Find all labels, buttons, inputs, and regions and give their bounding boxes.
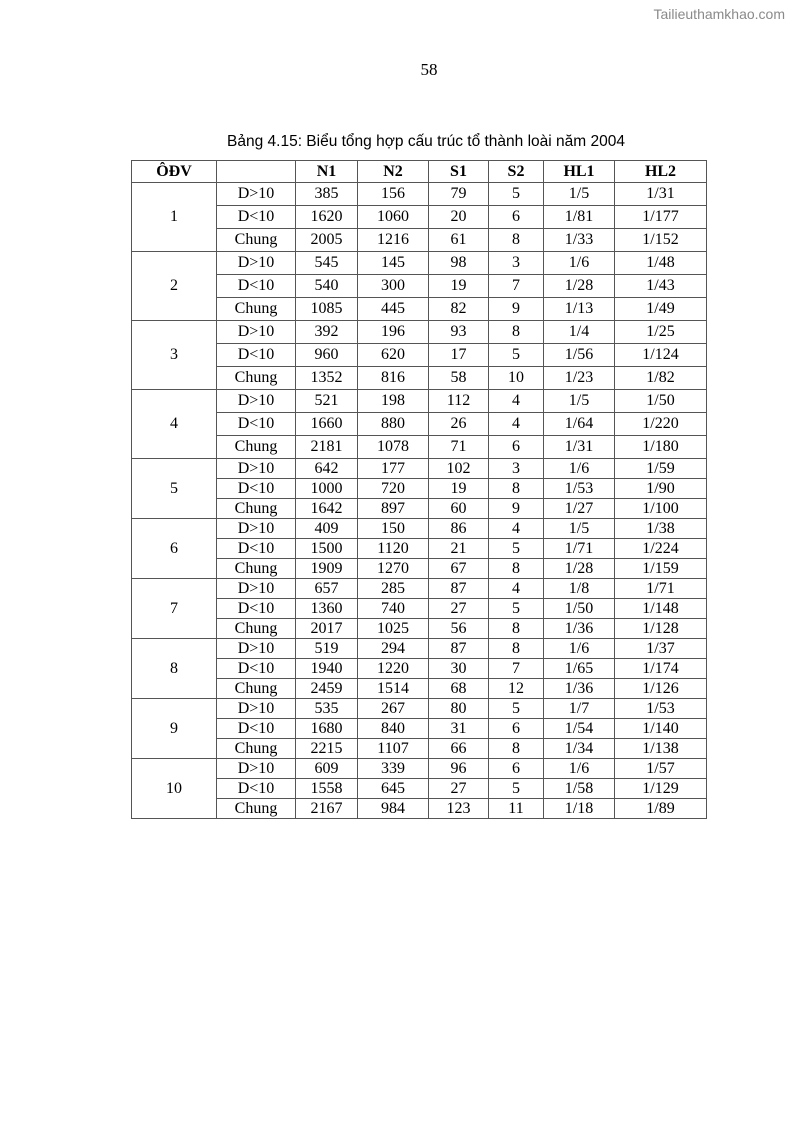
hl1-cell: 1/33 xyxy=(544,229,615,252)
n1-cell: 540 xyxy=(296,275,358,298)
type-cell: Chung xyxy=(217,499,296,519)
hl1-cell: 1/5 xyxy=(544,183,615,206)
group-odv-8 xyxy=(132,639,707,699)
n2-cell: 1107 xyxy=(358,739,429,759)
s2-cell: 5 xyxy=(489,779,544,799)
hl2-cell: 1/174 xyxy=(615,659,707,679)
table-row xyxy=(132,390,707,413)
table-row xyxy=(132,759,707,779)
hl2-cell: 1/180 xyxy=(615,436,707,459)
type-cell: D>10 xyxy=(217,579,296,599)
n1-cell: 1620 xyxy=(296,206,358,229)
odv-cell: 6 xyxy=(132,519,217,579)
hl2-cell: 1/124 xyxy=(615,344,707,367)
group-odv-5 xyxy=(132,459,707,519)
s2-cell: 9 xyxy=(489,298,544,321)
hl2-cell: 1/100 xyxy=(615,499,707,519)
n1-cell: 545 xyxy=(296,252,358,275)
n1-cell: 1909 xyxy=(296,559,358,579)
s1-cell: 19 xyxy=(429,479,489,499)
s1-cell: 60 xyxy=(429,499,489,519)
n1-cell: 2215 xyxy=(296,739,358,759)
s2-cell: 7 xyxy=(489,275,544,298)
n2-cell: 1025 xyxy=(358,619,429,639)
hl2-cell: 1/152 xyxy=(615,229,707,252)
hl1-cell: 1/6 xyxy=(544,639,615,659)
s1-cell: 86 xyxy=(429,519,489,539)
s2-cell: 6 xyxy=(489,719,544,739)
type-cell: Chung xyxy=(217,619,296,639)
s1-cell: 31 xyxy=(429,719,489,739)
s2-cell: 4 xyxy=(489,579,544,599)
s2-cell: 6 xyxy=(489,206,544,229)
n2-cell: 196 xyxy=(358,321,429,344)
n2-cell: 1270 xyxy=(358,559,429,579)
n1-cell: 392 xyxy=(296,321,358,344)
hl2-cell: 1/82 xyxy=(615,367,707,390)
n2-cell: 720 xyxy=(358,479,429,499)
hl2-cell: 1/89 xyxy=(615,799,707,819)
hl1-cell: 1/27 xyxy=(544,499,615,519)
hl1-cell: 1/65 xyxy=(544,659,615,679)
hl2-cell: 1/177 xyxy=(615,206,707,229)
table-row xyxy=(132,639,707,659)
hl1-cell: 1/5 xyxy=(544,519,615,539)
s1-cell: 112 xyxy=(429,390,489,413)
odv-cell: 8 xyxy=(132,639,217,699)
hl1-cell: 1/81 xyxy=(544,206,615,229)
hl2-cell: 1/48 xyxy=(615,252,707,275)
n2-cell: 880 xyxy=(358,413,429,436)
n2-cell: 984 xyxy=(358,799,429,819)
hl1-cell: 1/8 xyxy=(544,579,615,599)
header-n2: N2 xyxy=(358,161,429,183)
hl2-cell: 1/71 xyxy=(615,579,707,599)
s1-cell: 30 xyxy=(429,659,489,679)
hl2-cell: 1/128 xyxy=(615,619,707,639)
hl2-cell: 1/140 xyxy=(615,719,707,739)
table-row xyxy=(132,252,707,275)
table-caption: Bảng 4.15: Biểu tổng hợp cấu trúc tổ thành loài năm 2004 xyxy=(227,133,625,150)
n1-cell: 1940 xyxy=(296,659,358,679)
s2-cell: 10 xyxy=(489,367,544,390)
s1-cell: 58 xyxy=(429,367,489,390)
s1-cell: 17 xyxy=(429,344,489,367)
n1-cell: 1085 xyxy=(296,298,358,321)
table-row xyxy=(132,599,707,619)
table-row xyxy=(132,367,707,390)
header-type xyxy=(217,161,296,183)
hl1-cell: 1/28 xyxy=(544,275,615,298)
s2-cell: 5 xyxy=(489,344,544,367)
hl1-cell: 1/36 xyxy=(544,679,615,699)
n2-cell: 294 xyxy=(358,639,429,659)
type-cell: D>10 xyxy=(217,699,296,719)
hl2-cell: 1/224 xyxy=(615,539,707,559)
s1-cell: 96 xyxy=(429,759,489,779)
hl1-cell: 1/6 xyxy=(544,759,615,779)
s2-cell: 5 xyxy=(489,699,544,719)
table-row xyxy=(132,344,707,367)
s2-cell: 8 xyxy=(489,321,544,344)
hl2-cell: 1/90 xyxy=(615,479,707,499)
n1-cell: 960 xyxy=(296,344,358,367)
s2-cell: 9 xyxy=(489,499,544,519)
type-cell: D<10 xyxy=(217,344,296,367)
table-row xyxy=(132,519,707,539)
s1-cell: 68 xyxy=(429,679,489,699)
table-row xyxy=(132,436,707,459)
hl1-cell: 1/36 xyxy=(544,619,615,639)
n2-cell: 339 xyxy=(358,759,429,779)
type-cell: D<10 xyxy=(217,413,296,436)
hl2-cell: 1/138 xyxy=(615,739,707,759)
s2-cell: 4 xyxy=(489,519,544,539)
table-row xyxy=(132,699,707,719)
n1-cell: 2017 xyxy=(296,619,358,639)
s1-cell: 27 xyxy=(429,599,489,619)
hl1-cell: 1/23 xyxy=(544,367,615,390)
hl1-cell: 1/6 xyxy=(544,459,615,479)
type-cell: D<10 xyxy=(217,599,296,619)
s1-cell: 67 xyxy=(429,559,489,579)
s1-cell: 61 xyxy=(429,229,489,252)
table-row xyxy=(132,499,707,519)
hl2-cell: 1/25 xyxy=(615,321,707,344)
group-odv-6 xyxy=(132,519,707,579)
type-cell: Chung xyxy=(217,559,296,579)
header-n1: N1 xyxy=(296,161,358,183)
s2-cell: 6 xyxy=(489,436,544,459)
hl2-cell: 1/38 xyxy=(615,519,707,539)
n2-cell: 445 xyxy=(358,298,429,321)
s1-cell: 19 xyxy=(429,275,489,298)
type-cell: D>10 xyxy=(217,459,296,479)
type-cell: D>10 xyxy=(217,321,296,344)
hl1-cell: 1/31 xyxy=(544,436,615,459)
watermark: Tailieuthamkhao.com xyxy=(653,6,785,22)
n1-cell: 1680 xyxy=(296,719,358,739)
n1-cell: 2181 xyxy=(296,436,358,459)
n2-cell: 177 xyxy=(358,459,429,479)
hl2-cell: 1/126 xyxy=(615,679,707,699)
s1-cell: 123 xyxy=(429,799,489,819)
header-hl1: HL1 xyxy=(544,161,615,183)
hl1-cell: 1/53 xyxy=(544,479,615,499)
type-cell: Chung xyxy=(217,229,296,252)
header-s2: S2 xyxy=(489,161,544,183)
type-cell: D<10 xyxy=(217,779,296,799)
n1-cell: 519 xyxy=(296,639,358,659)
odv-cell: 5 xyxy=(132,459,217,519)
hl2-cell: 1/31 xyxy=(615,183,707,206)
n2-cell: 1216 xyxy=(358,229,429,252)
type-cell: D<10 xyxy=(217,479,296,499)
type-cell: D>10 xyxy=(217,639,296,659)
table-row xyxy=(132,183,707,206)
type-cell: Chung xyxy=(217,739,296,759)
hl2-cell: 1/50 xyxy=(615,390,707,413)
s2-cell: 7 xyxy=(489,659,544,679)
s1-cell: 66 xyxy=(429,739,489,759)
odv-cell: 9 xyxy=(132,699,217,759)
n1-cell: 2167 xyxy=(296,799,358,819)
n2-cell: 816 xyxy=(358,367,429,390)
hl1-cell: 1/7 xyxy=(544,699,615,719)
hl2-cell: 1/43 xyxy=(615,275,707,298)
table-row xyxy=(132,679,707,699)
hl1-cell: 1/56 xyxy=(544,344,615,367)
s1-cell: 80 xyxy=(429,699,489,719)
hl1-cell: 1/71 xyxy=(544,539,615,559)
table-row xyxy=(132,413,707,436)
table-row xyxy=(132,459,707,479)
n2-cell: 1120 xyxy=(358,539,429,559)
table-row xyxy=(132,739,707,759)
s1-cell: 20 xyxy=(429,206,489,229)
table-row xyxy=(132,799,707,819)
n2-cell: 1060 xyxy=(358,206,429,229)
s2-cell: 5 xyxy=(489,599,544,619)
group-odv-9 xyxy=(132,699,707,759)
type-cell: D<10 xyxy=(217,659,296,679)
group-odv-7 xyxy=(132,579,707,639)
n1-cell: 1642 xyxy=(296,499,358,519)
s2-cell: 8 xyxy=(489,559,544,579)
s2-cell: 5 xyxy=(489,539,544,559)
hl2-cell: 1/59 xyxy=(615,459,707,479)
n2-cell: 198 xyxy=(358,390,429,413)
hl2-cell: 1/220 xyxy=(615,413,707,436)
n2-cell: 1514 xyxy=(358,679,429,699)
type-cell: D>10 xyxy=(217,252,296,275)
header-row xyxy=(132,161,707,183)
n1-cell: 642 xyxy=(296,459,358,479)
s2-cell: 3 xyxy=(489,459,544,479)
header-odv: ÔĐV xyxy=(132,161,217,183)
type-cell: D<10 xyxy=(217,275,296,298)
hl2-cell: 1/37 xyxy=(615,639,707,659)
page-number: 58 xyxy=(420,60,438,79)
table-row xyxy=(132,298,707,321)
table-row xyxy=(132,275,707,298)
n1-cell: 1000 xyxy=(296,479,358,499)
s2-cell: 4 xyxy=(489,390,544,413)
hl2-cell: 1/49 xyxy=(615,298,707,321)
s1-cell: 71 xyxy=(429,436,489,459)
hl1-cell: 1/28 xyxy=(544,559,615,579)
s2-cell: 11 xyxy=(489,799,544,819)
odv-cell: 1 xyxy=(132,183,217,252)
type-cell: D<10 xyxy=(217,539,296,559)
n2-cell: 1078 xyxy=(358,436,429,459)
hl1-cell: 1/5 xyxy=(544,390,615,413)
n2-cell: 150 xyxy=(358,519,429,539)
n1-cell: 1500 xyxy=(296,539,358,559)
table-row xyxy=(132,579,707,599)
n2-cell: 267 xyxy=(358,699,429,719)
s2-cell: 8 xyxy=(489,639,544,659)
header-hl2: HL2 xyxy=(615,161,707,183)
s1-cell: 87 xyxy=(429,579,489,599)
hl2-cell: 1/129 xyxy=(615,779,707,799)
hl1-cell: 1/58 xyxy=(544,779,615,799)
table-row xyxy=(132,321,707,344)
hl2-cell: 1/148 xyxy=(615,599,707,619)
s2-cell: 12 xyxy=(489,679,544,699)
s1-cell: 27 xyxy=(429,779,489,799)
n2-cell: 156 xyxy=(358,183,429,206)
n2-cell: 285 xyxy=(358,579,429,599)
type-cell: Chung xyxy=(217,436,296,459)
type-cell: D>10 xyxy=(217,183,296,206)
hl1-cell: 1/6 xyxy=(544,252,615,275)
table-row xyxy=(132,206,707,229)
s1-cell: 87 xyxy=(429,639,489,659)
table-row xyxy=(132,559,707,579)
n2-cell: 840 xyxy=(358,719,429,739)
n1-cell: 1660 xyxy=(296,413,358,436)
type-cell: Chung xyxy=(217,298,296,321)
hl2-cell: 1/57 xyxy=(615,759,707,779)
s1-cell: 21 xyxy=(429,539,489,559)
type-cell: Chung xyxy=(217,679,296,699)
group-odv-10 xyxy=(132,759,707,819)
n2-cell: 897 xyxy=(358,499,429,519)
table-row xyxy=(132,479,707,499)
table-row xyxy=(132,779,707,799)
s1-cell: 98 xyxy=(429,252,489,275)
n2-cell: 145 xyxy=(358,252,429,275)
n1-cell: 409 xyxy=(296,519,358,539)
hl1-cell: 1/54 xyxy=(544,719,615,739)
s1-cell: 93 xyxy=(429,321,489,344)
s1-cell: 82 xyxy=(429,298,489,321)
table-row xyxy=(132,229,707,252)
s1-cell: 26 xyxy=(429,413,489,436)
hl2-cell: 1/53 xyxy=(615,699,707,719)
type-cell: D>10 xyxy=(217,519,296,539)
hl2-cell: 1/159 xyxy=(615,559,707,579)
s2-cell: 8 xyxy=(489,619,544,639)
n1-cell: 1352 xyxy=(296,367,358,390)
table-row xyxy=(132,539,707,559)
group-odv-4 xyxy=(132,390,707,459)
type-cell: D<10 xyxy=(217,206,296,229)
hl1-cell: 1/13 xyxy=(544,298,615,321)
type-cell: D>10 xyxy=(217,390,296,413)
type-cell: Chung xyxy=(217,367,296,390)
hl1-cell: 1/4 xyxy=(544,321,615,344)
odv-cell: 7 xyxy=(132,579,217,639)
n2-cell: 1220 xyxy=(358,659,429,679)
n1-cell: 1558 xyxy=(296,779,358,799)
type-cell: D<10 xyxy=(217,719,296,739)
s2-cell: 6 xyxy=(489,759,544,779)
n1-cell: 2459 xyxy=(296,679,358,699)
s1-cell: 102 xyxy=(429,459,489,479)
type-cell: D>10 xyxy=(217,759,296,779)
hl1-cell: 1/64 xyxy=(544,413,615,436)
group-odv-3 xyxy=(132,321,707,390)
type-cell: Chung xyxy=(217,799,296,819)
n1-cell: 2005 xyxy=(296,229,358,252)
group-odv-2 xyxy=(132,252,707,321)
n1-cell: 657 xyxy=(296,579,358,599)
s2-cell: 3 xyxy=(489,252,544,275)
group-odv-1 xyxy=(132,183,707,252)
s2-cell: 8 xyxy=(489,229,544,252)
s1-cell: 56 xyxy=(429,619,489,639)
s2-cell: 8 xyxy=(489,479,544,499)
table-row xyxy=(132,619,707,639)
hl1-cell: 1/50 xyxy=(544,599,615,619)
odv-cell: 10 xyxy=(132,759,217,819)
s2-cell: 4 xyxy=(489,413,544,436)
n1-cell: 1360 xyxy=(296,599,358,619)
s1-cell: 79 xyxy=(429,183,489,206)
n1-cell: 609 xyxy=(296,759,358,779)
header-s1: S1 xyxy=(429,161,489,183)
n2-cell: 620 xyxy=(358,344,429,367)
table-row xyxy=(132,719,707,739)
s2-cell: 8 xyxy=(489,739,544,759)
n2-cell: 645 xyxy=(358,779,429,799)
odv-cell: 3 xyxy=(132,321,217,390)
odv-cell: 4 xyxy=(132,390,217,459)
s2-cell: 5 xyxy=(489,183,544,206)
hl1-cell: 1/34 xyxy=(544,739,615,759)
n1-cell: 535 xyxy=(296,699,358,719)
n1-cell: 521 xyxy=(296,390,358,413)
species-structure-table xyxy=(131,160,707,819)
hl1-cell: 1/18 xyxy=(544,799,615,819)
n2-cell: 740 xyxy=(358,599,429,619)
n1-cell: 385 xyxy=(296,183,358,206)
n2-cell: 300 xyxy=(358,275,429,298)
odv-cell: 2 xyxy=(132,252,217,321)
table-row xyxy=(132,659,707,679)
